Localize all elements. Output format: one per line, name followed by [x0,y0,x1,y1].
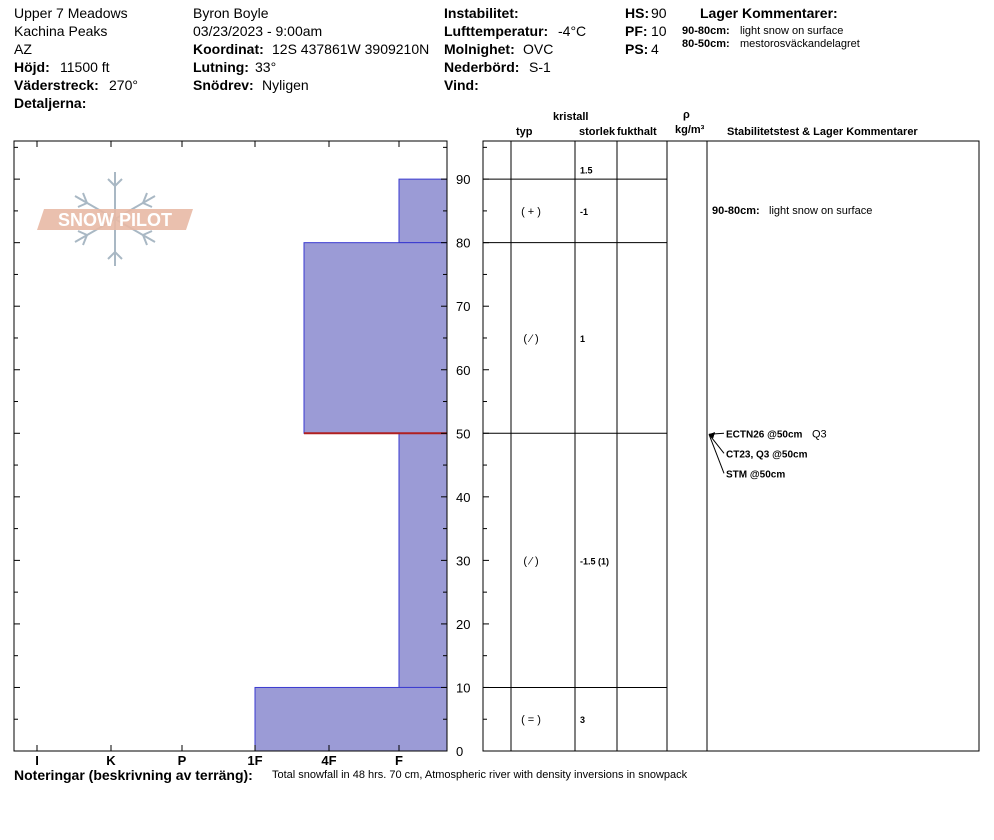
hs-value: 90 [651,5,667,21]
wind-loading-value: Nyligen [262,77,309,93]
sky-value: OVC [523,41,554,57]
location: Upper 7 Meadows [14,5,128,21]
x-tick-label: K [106,753,116,768]
hs-label: HS: [625,5,650,21]
stability-test-label: STM @50cm [726,469,786,481]
datetime: 03/23/2023 - 9:00am [193,23,323,39]
density-symbol-header: ρ [683,109,690,121]
layer-comment-range: 90-80cm: [682,25,730,37]
air-temp-value: -4°C [558,23,587,39]
stability-test-label: ECTN26 @50cm [726,429,803,441]
x-tick-label: F [395,753,403,768]
type-header: typ [516,126,533,138]
ps-label: PS: [625,41,649,57]
ps-value: 4 [651,41,659,57]
precip-label: Nederbörd: [444,59,520,75]
y-tick-label: 30 [456,553,471,569]
wind-label: Vind: [444,77,479,93]
precip-value: S-1 [529,59,551,75]
x-tick-label: 1F [247,753,263,768]
size-header: storlek [579,126,616,138]
grain-size-value: -1.5 (1) [580,556,610,567]
surface-grain-size: 1.5 [580,165,593,176]
layer-comment-text: mestorosväckandelagret [740,38,860,50]
density-unit-header: kg/m³ [675,124,705,136]
x-tick-label: I [35,753,39,768]
logo-text: SNOW PILOT [58,210,172,230]
grain-size-value: 1 [580,333,586,344]
slope-label: Lutning: [193,59,249,75]
wind-loading-label: Snödrev: [193,77,254,93]
pf-value: 10 [651,23,667,39]
y-tick-label: 90 [456,172,471,188]
elevation-label: Höjd: [14,59,50,75]
elevation-value: 11500 ft [60,59,110,75]
y-tick-label: 10 [456,680,471,696]
coordinate-label: Koordinat: [193,41,264,57]
slope-value: 33° [255,59,277,75]
y-tick-label: 80 [456,235,471,251]
test-pointer-line [709,434,724,453]
snowpilot-logo [37,172,193,266]
pf-label: PF: [625,23,648,39]
notes-label: Noteringar (beskrivning av terräng): [14,767,253,783]
grain-type-symbol: ( ⁄ ) [523,332,539,345]
layer-comment-range: 80-50cm: [682,38,730,50]
details-label: Detaljerna: [14,95,87,111]
sky-label: Molnighet: [444,41,515,57]
stability-test-label: CT23, Q3 @50cm [726,449,808,461]
air-temp-label: Lufttemperatur: [444,23,549,39]
y-tick-label: 50 [456,426,471,442]
stability-header: Stabilitetstest & Lager Kommentarer [727,126,918,138]
grain-size-value: -1 [580,206,589,217]
moisture-header: fukthalt [617,126,657,138]
grain-type-symbol: ( = ) [521,714,541,727]
x-tick-label: P [177,753,187,768]
grain-size-value: 3 [580,715,586,726]
stability-test-quality: Q3 [812,428,827,441]
hardness-layer-bar [399,179,447,243]
y-tick-label: 0 [456,744,464,759]
observer: Byron Boyle [193,5,269,21]
hardness-layer-bar [255,687,447,751]
instability-label: Instabilitet: [444,5,519,21]
aspect-value: 270° [109,77,138,93]
stability-note-text: light snow on surface [769,204,873,217]
state: AZ [14,41,32,57]
aspect-label: Väderstreck: [14,77,99,93]
test-pointer-line [709,434,724,473]
grain-type-symbol: ( + ) [521,205,541,218]
hardness-layer-bar [304,243,447,434]
crystal-header: kristall [553,111,589,123]
grain-type-symbol: ( ⁄ ) [523,555,539,568]
layer-comments-title: Lager Kommentarer: [700,5,838,21]
y-tick-label: 20 [456,616,471,632]
stability-note-range: 90-80cm: [712,204,760,217]
notes-text: Total snowfall in 48 hrs. 70 cm, Atmospheric river with density inversions in snowpack [272,769,688,781]
range: Kachina Peaks [14,23,108,39]
x-tick-label: 4F [321,753,337,768]
y-tick-label: 70 [456,299,471,315]
y-tick-label: 60 [456,362,471,378]
hardness-layer-bar [399,433,447,687]
coordinate-value: 12S 437861W 3909210N [272,41,430,57]
layer-table-frame [483,141,979,751]
y-tick-label: 40 [456,489,471,505]
layer-comment-text: light snow on surface [740,25,844,37]
